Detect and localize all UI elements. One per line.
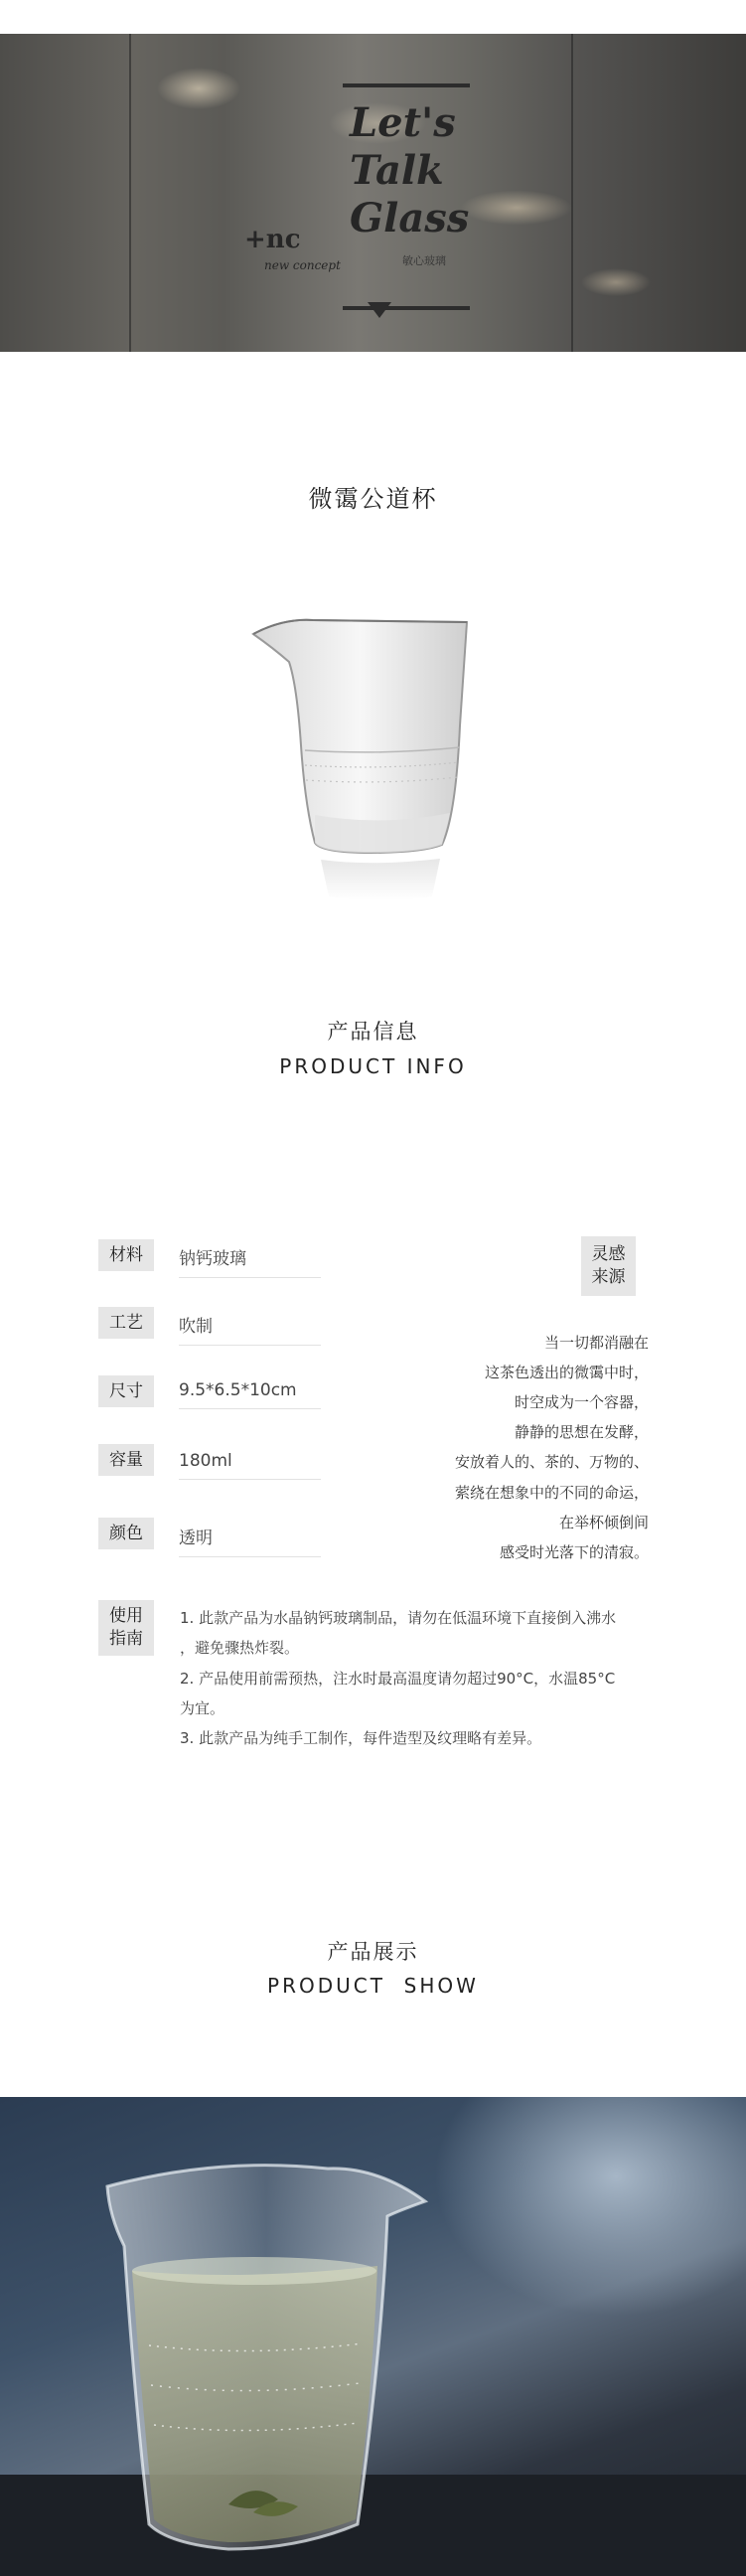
inspiration-line: 时空成为一个容器， — [514, 1393, 649, 1411]
inspiration-line: 静静的思想在发酵， — [514, 1423, 649, 1441]
inspiration-label-text: 灵感来源 — [591, 1244, 626, 1287]
guide-line: 为宜。 — [180, 1699, 225, 1717]
brand-logo: +nc — [244, 225, 301, 254]
guide-label — [98, 1600, 154, 1656]
inspiration-line: 当一切都消融在 — [543, 1334, 649, 1352]
inspiration-line: 安放着人的、茶的、万物的、 — [454, 1453, 649, 1471]
spec-value-capacity: 180ml — [179, 1451, 321, 1480]
guide-line: 1. 此款产品为水晶钠钙玻璃制品，请勿在低温环境下直接倒入沸水 — [180, 1609, 617, 1627]
hero-line-1: Let's — [350, 99, 456, 146]
spec-value-material: 钠钙玻璃 — [179, 1244, 321, 1278]
inspiration-line: 这茶色透出的微霭中时， — [484, 1364, 649, 1381]
brand-subtitle: new concept — [264, 258, 341, 272]
hero-banner — [0, 34, 746, 352]
show-title-en: PRODUCT SHOW — [267, 1974, 479, 1998]
show-title-cn: 产品展示 — [327, 1940, 419, 1964]
spec-label-capacity: 容量 — [98, 1444, 154, 1476]
hero-line-2: Talk — [350, 147, 444, 194]
product-photo-glass — [0, 2097, 746, 2576]
spec-value-size: 9.5*6.5*10cm — [179, 1380, 321, 1409]
guide-line: 2. 产品使用前需预热，注水时最高温度请勿超过90°C，水温85°C — [180, 1670, 616, 1688]
spec-value-craft: 吹制 — [179, 1312, 321, 1346]
info-title-en: PRODUCT INFO — [279, 1054, 467, 1078]
info-title-cn: 产品信息 — [327, 1020, 419, 1044]
product-glass-image — [243, 606, 487, 924]
hero-wall-seam — [129, 34, 131, 352]
product-show-photo — [0, 2097, 746, 2576]
hero-line-3: Glass — [350, 195, 470, 242]
spec-label-craft: 工艺 — [98, 1307, 154, 1339]
spec-value-color: 透明 — [179, 1524, 321, 1557]
guide-line: 3. 此款产品为纯手工制作，每件造型及纹理略有差异。 — [180, 1729, 542, 1747]
speech-bubble-tail — [368, 302, 391, 318]
spec-label-size: 尺寸 — [98, 1375, 154, 1407]
inspiration-line: 在举杯倾倒间 — [558, 1514, 649, 1531]
spec-label-material: 材料 — [98, 1239, 154, 1271]
hero-tagline: 敏心玻璃 — [402, 254, 446, 267]
spec-label-color: 颜色 — [98, 1518, 154, 1549]
inspiration-line: 萦绕在想象中的不同的命运， — [454, 1484, 649, 1502]
inspiration-line: 感受时光落下的清寂。 — [499, 1543, 649, 1561]
guide-label-text: 使用指南 — [109, 1606, 143, 1649]
inspiration-label — [581, 1236, 636, 1296]
guide-line: ，避免骤热炸裂。 — [180, 1639, 300, 1657]
product-title: 微霭公道杯 — [308, 485, 438, 513]
hero-wall-seam — [571, 34, 573, 352]
